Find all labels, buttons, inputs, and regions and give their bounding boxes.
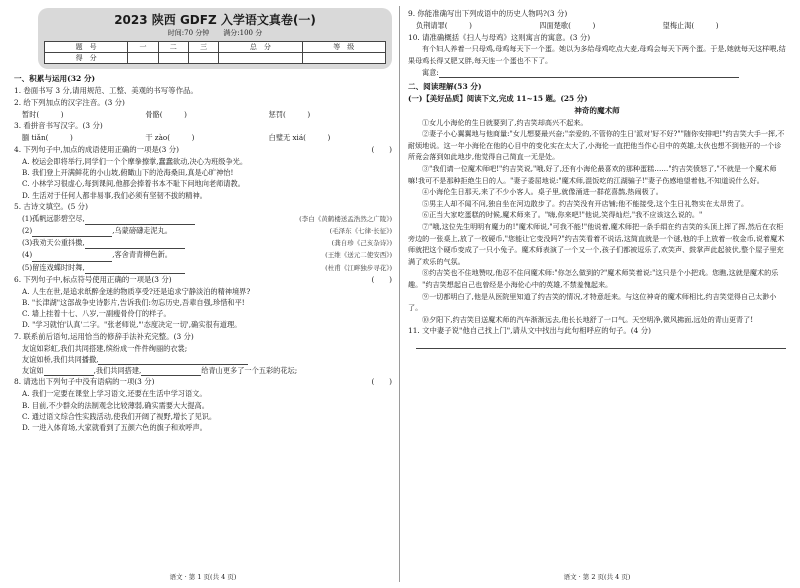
score-cell[interactable] — [302, 53, 385, 64]
q7-text: 友谊如桥,我们共同播撒, — [22, 354, 99, 364]
q9-answer-row — [408, 20, 786, 32]
q8-option: C. 通过语文综合性实践活动,使我们开阔了视野,增长了见识。 — [22, 411, 217, 421]
poem-text: ,乌蒙磅礴走泥丸。 — [112, 225, 172, 235]
poem-text: (3)我劝天公重抖擞, — [22, 238, 85, 248]
question-10: 10. 请准确概括《扫人与母鸡》这则寓言的寓意。(3 分) — [408, 32, 591, 42]
question-4 — [14, 144, 392, 156]
q4-option: C. 小林学习很虚心,每到课间,他都会捧着书本不耻下问地向老师请教。 — [22, 179, 245, 189]
q3-item[interactable]: 干 zào( ) — [145, 133, 195, 143]
poem-source: (龚自珍《己亥杂诗》) — [331, 239, 392, 248]
poem-line — [14, 213, 392, 225]
question-2: 2. 给下列加点的汉字注音。(3 分) — [14, 97, 125, 107]
q3-item[interactable]: 腼 tiǎn( ) — [22, 133, 73, 143]
passage-paragraph: ⑥正当大家吃蛋糕的时候,魔术师来了。"嗨,你来吧!"他说,笑得灿烂,"我不应该这么说的。" — [422, 210, 703, 220]
q7-line — [14, 354, 392, 365]
page-divider — [399, 6, 400, 582]
poem-line — [14, 237, 392, 249]
fill-blank[interactable] — [439, 77, 739, 78]
passage-paragraph: ③"我们请一位魔术师吧!"约吉笑说,"哦,好了,还有小海伦最喜欢的那种蛋糕……"约吉笑愤怒了,"不就是一个魔术师嘛!我可不是那种拒绝生日的人。"妻子委屈地说:"魔术师,混饭吃的江湖骗子!"妻子伤感地望着他,不知道说什么好。 — [408, 164, 777, 185]
score-cell[interactable] — [188, 53, 218, 64]
poem-line — [14, 249, 392, 261]
exam-subtitle: 时间:70 分钟 满分:100 分 — [167, 29, 263, 37]
page-footer: 语文 · 第 1 页(共 4 页) — [169, 573, 237, 581]
passage-paragraph: ⑧约吉笑也不住地赞叹,他忍不住问魔术师:"你怎么做到的?"魔术师笑着说:"这只是个小把戏。您瞧,这就是魔术的乐趣。"约吉笑想起自己也曾经是小海伦心中的英雄,不禁羞愧起来。 — [408, 268, 779, 289]
question-3: 3. 看拼音书写汉字。(3 分) — [14, 121, 103, 131]
q7-text: 我们共同搭建, — [95, 366, 142, 376]
score-header-cell: 总 分 — [219, 42, 302, 53]
passage-paragraph: ①女儿小海伦的生日就要到了,约吉笑却高兴不起来。 — [422, 117, 588, 127]
page-footer: 语文 · 第 2 页(共 4 页) — [563, 573, 631, 581]
poem-source: (毛泽东《七律·长征》) — [329, 226, 392, 235]
q9-item[interactable]: 负荆请罪( ) — [416, 20, 472, 30]
q8-option: A. 我们一定要在课堂上学习语文,还要在生活中学习语文。 — [22, 389, 207, 399]
q6-option: C. 墙上挂着十七、八岁,一副瘦骨伶仃的样子。 — [22, 309, 171, 319]
q7-line: 友谊如彩虹,我们共同搭建,缤纷成一件件绚丽的衣裳; — [22, 343, 188, 353]
score-header-cell: 等 级 — [302, 42, 385, 53]
q3-item[interactable]: 白璧无 xiá( ) — [268, 133, 331, 143]
poem-source: (王维《送元二使安西》) — [325, 251, 392, 260]
score-cell[interactable] — [219, 53, 302, 64]
section-heading: 一、积累与运用(32 分) — [14, 74, 96, 83]
q7-text: 友谊如 — [22, 366, 44, 376]
poem-text: (1)孤帆远影碧空尽, — [22, 213, 85, 223]
left-page — [14, 8, 392, 580]
q2-item[interactable]: 骨骼( ) — [145, 109, 187, 119]
q2-item[interactable]: 惩罚( ) — [268, 109, 311, 119]
right-page — [408, 8, 786, 580]
question-6 — [14, 274, 392, 286]
q6-option: B. "长津湖"这部战争史诗影片,告诉我们:勿忘历史,吾辈自强,珍惜和平! — [22, 297, 245, 307]
poem-text: (2) — [22, 225, 33, 235]
q8-option: B. 目前,不少群众的法制观念比较薄弱,确实需要大大提高。 — [22, 400, 209, 410]
passage-paragraph: ⑩夕阳下,约吉笑目送魔术师的汽车渐渐远去,他长长地舒了一口气。天空明净,微风拂面,远处的青山更青了! — [422, 314, 754, 324]
q2-answer-row — [14, 109, 392, 121]
score-cell[interactable] — [158, 53, 188, 64]
answer-paren[interactable]: ( ) — [371, 274, 392, 284]
q6-option: A. 人生在世,是追求纸醉金迷的物质享受?还是追求宁静淡泊的精神境界? — [22, 286, 251, 296]
score-table — [44, 41, 386, 64]
question-11: 11. 文中妻子说"他自己找上门",请从文中找出与此句相呼应的句子。(4 分) — [408, 326, 652, 336]
q4-option: D. 生活对于任何人都非易事,我们必须有坚韧不拔的精神。 — [22, 190, 207, 200]
poem-source: (杜甫《江畔独步寻花》) — [325, 263, 392, 272]
answer-paren[interactable]: ( ) — [371, 377, 392, 387]
q7-line: 友谊如 ,我们共同搭建, 给青山更多了一个五彩的花坛; — [22, 366, 298, 376]
question-5: 5. 古诗文填空。(5 分) — [14, 201, 88, 211]
question-1: 1. 卷面书写 3 分,请用规范、工整、美观的书写等作品。 — [14, 86, 198, 95]
passage-paragraph: ⑨一切都明白了,他是从医院里知道了约吉笑的情况,才特意赶来。与这位神奇的魔术师相比,约吉笑觉得自己太渺小了。 — [408, 291, 777, 313]
passage-title: 神奇的魔术师 — [574, 105, 620, 115]
q9-item[interactable]: 四面楚歌( ) — [539, 20, 596, 30]
q2-item[interactable]: 暂时( ) — [22, 109, 64, 119]
score-header-cell: 三 — [188, 42, 218, 53]
question-4-text: 4. 下列句子中,加点的成语使用正确的一项是(3 分) — [14, 144, 179, 154]
question-8-text: 8. 请选出下列句子中没有语病的一项(3 分) — [14, 377, 155, 387]
passage-paragraph: ⑤男主人却不闻不问,独自坐在河边散步了。约吉笑没有开店铺;他不能接受,这个生日礼物实在太昂贵了。 — [422, 198, 749, 208]
question-8 — [14, 376, 392, 388]
score-row-label: 得 分 — [45, 53, 128, 64]
poem-source: (李白《黄鹤楼送孟浩然之广陵》) — [299, 214, 392, 223]
score-header-cell: 题 号 — [45, 42, 128, 53]
poem-text: (4) — [22, 250, 33, 260]
question-9: 9. 你能准确写出下列成语中的历史人物吗?(3 分) — [408, 9, 568, 18]
q9-item[interactable]: 望梅止渴( ) — [662, 20, 719, 30]
poem-line — [14, 225, 392, 237]
score-header-cell: 二 — [158, 42, 188, 53]
q10-passage: 有个妇人养着一只母鸡,母鸡每天下一个蛋。她以为多给母鸡吃点大麦,母鸡会每天下两个蛋。于是,她就每天这样喂,结果母鸡长得又肥又胖,每天连一个蛋也不下了。 — [408, 44, 786, 65]
poem-text: (5)留连戏蝶时时舞, — [22, 262, 85, 272]
q4-option: A. 校运会即将举行,同学们一个个摩拳擦掌,蠢蠢欲动,决心为班级争光。 — [22, 156, 248, 166]
score-cell[interactable] — [128, 53, 158, 64]
q6-option: D. "学习就怕'认真'二字。"张老师说,"'态度决定一切',确实很有道理。 — [22, 320, 242, 330]
passage-paragraph: ⑦"哦,这位先生明明有魔力的!"魔术师说,"可我不能!"他说着,魔术师把一条手绢在约吉笑的头顶上挥了挥,然后在衣柜旁边的一张桌上,放了一枚硬币,"您能让它变没吗?"约吉笑看着不说话,这简直就是一个谜,他的手上放着一枚金币,说着魔术师就把这个硬币变成了一只小兔子。魔术师表演了一个又一个,孩子们都被逗乐了,欢笑声、鼓掌声此起彼伏,整个屋子里充满了欢乐的气氛。 — [408, 222, 785, 266]
q8-option: D. 一进入体育场,大家就看到了五颜六色的旗子和欢呼声。 — [22, 423, 207, 433]
passage-paragraph: ②妻子小心翼翼地与他商量:"女儿想要最兴奋;"亲爱的,不管你的生日'派对'好不好?""随你安排吧!"约吉笑大手一挥,不耐烦地说。这一年小海伦在他的心目中的变化实在太大了,小海伦一直把他当作心目中的英雄,太伙也想不到他开的一个诊所竟会落到如此地步,他觉得自己简直一无是处。 — [408, 129, 785, 162]
q10-lead: 寓意: — [422, 67, 439, 77]
question-6-text: 6. 下列句子中,标点符号使用正确的一项是(3 分) — [14, 274, 172, 284]
q3-answer-row — [14, 132, 392, 144]
answer-line[interactable] — [416, 337, 786, 349]
score-header-cell: 一 — [128, 42, 158, 53]
passage-paragraph: ④小海伦生日那天,来了不少小客人。桌子里,就像涌进一群花喜鹊,热闹极了。 — [422, 187, 663, 197]
exam-header — [38, 8, 392, 69]
section-heading: 二、阅读理解(53 分) — [408, 81, 482, 91]
poem-line — [14, 262, 392, 274]
answer-paren[interactable]: ( ) — [371, 144, 392, 154]
question-7: 7. 联系前后语句,运用恰当的修辞手法补充完整。(3 分) — [14, 331, 194, 341]
poem-text: ,客舍青青柳色新。 — [112, 250, 172, 260]
q10-answer-line — [408, 67, 786, 78]
q4-option: B. 我们登上开满鲜花的小山坡,俯瞰山下的沧海桑田,真是心旷神怡! — [22, 168, 234, 178]
subsection-heading: (一)【美好品质】阅读下文,完成 11~15 题。(25 分) — [408, 93, 588, 103]
q7-text: 给青山更多了一个五彩的花坛; — [201, 366, 298, 376]
exam-title: 2023 陕西 GDFZ 入学语文真卷(一) — [114, 13, 316, 27]
